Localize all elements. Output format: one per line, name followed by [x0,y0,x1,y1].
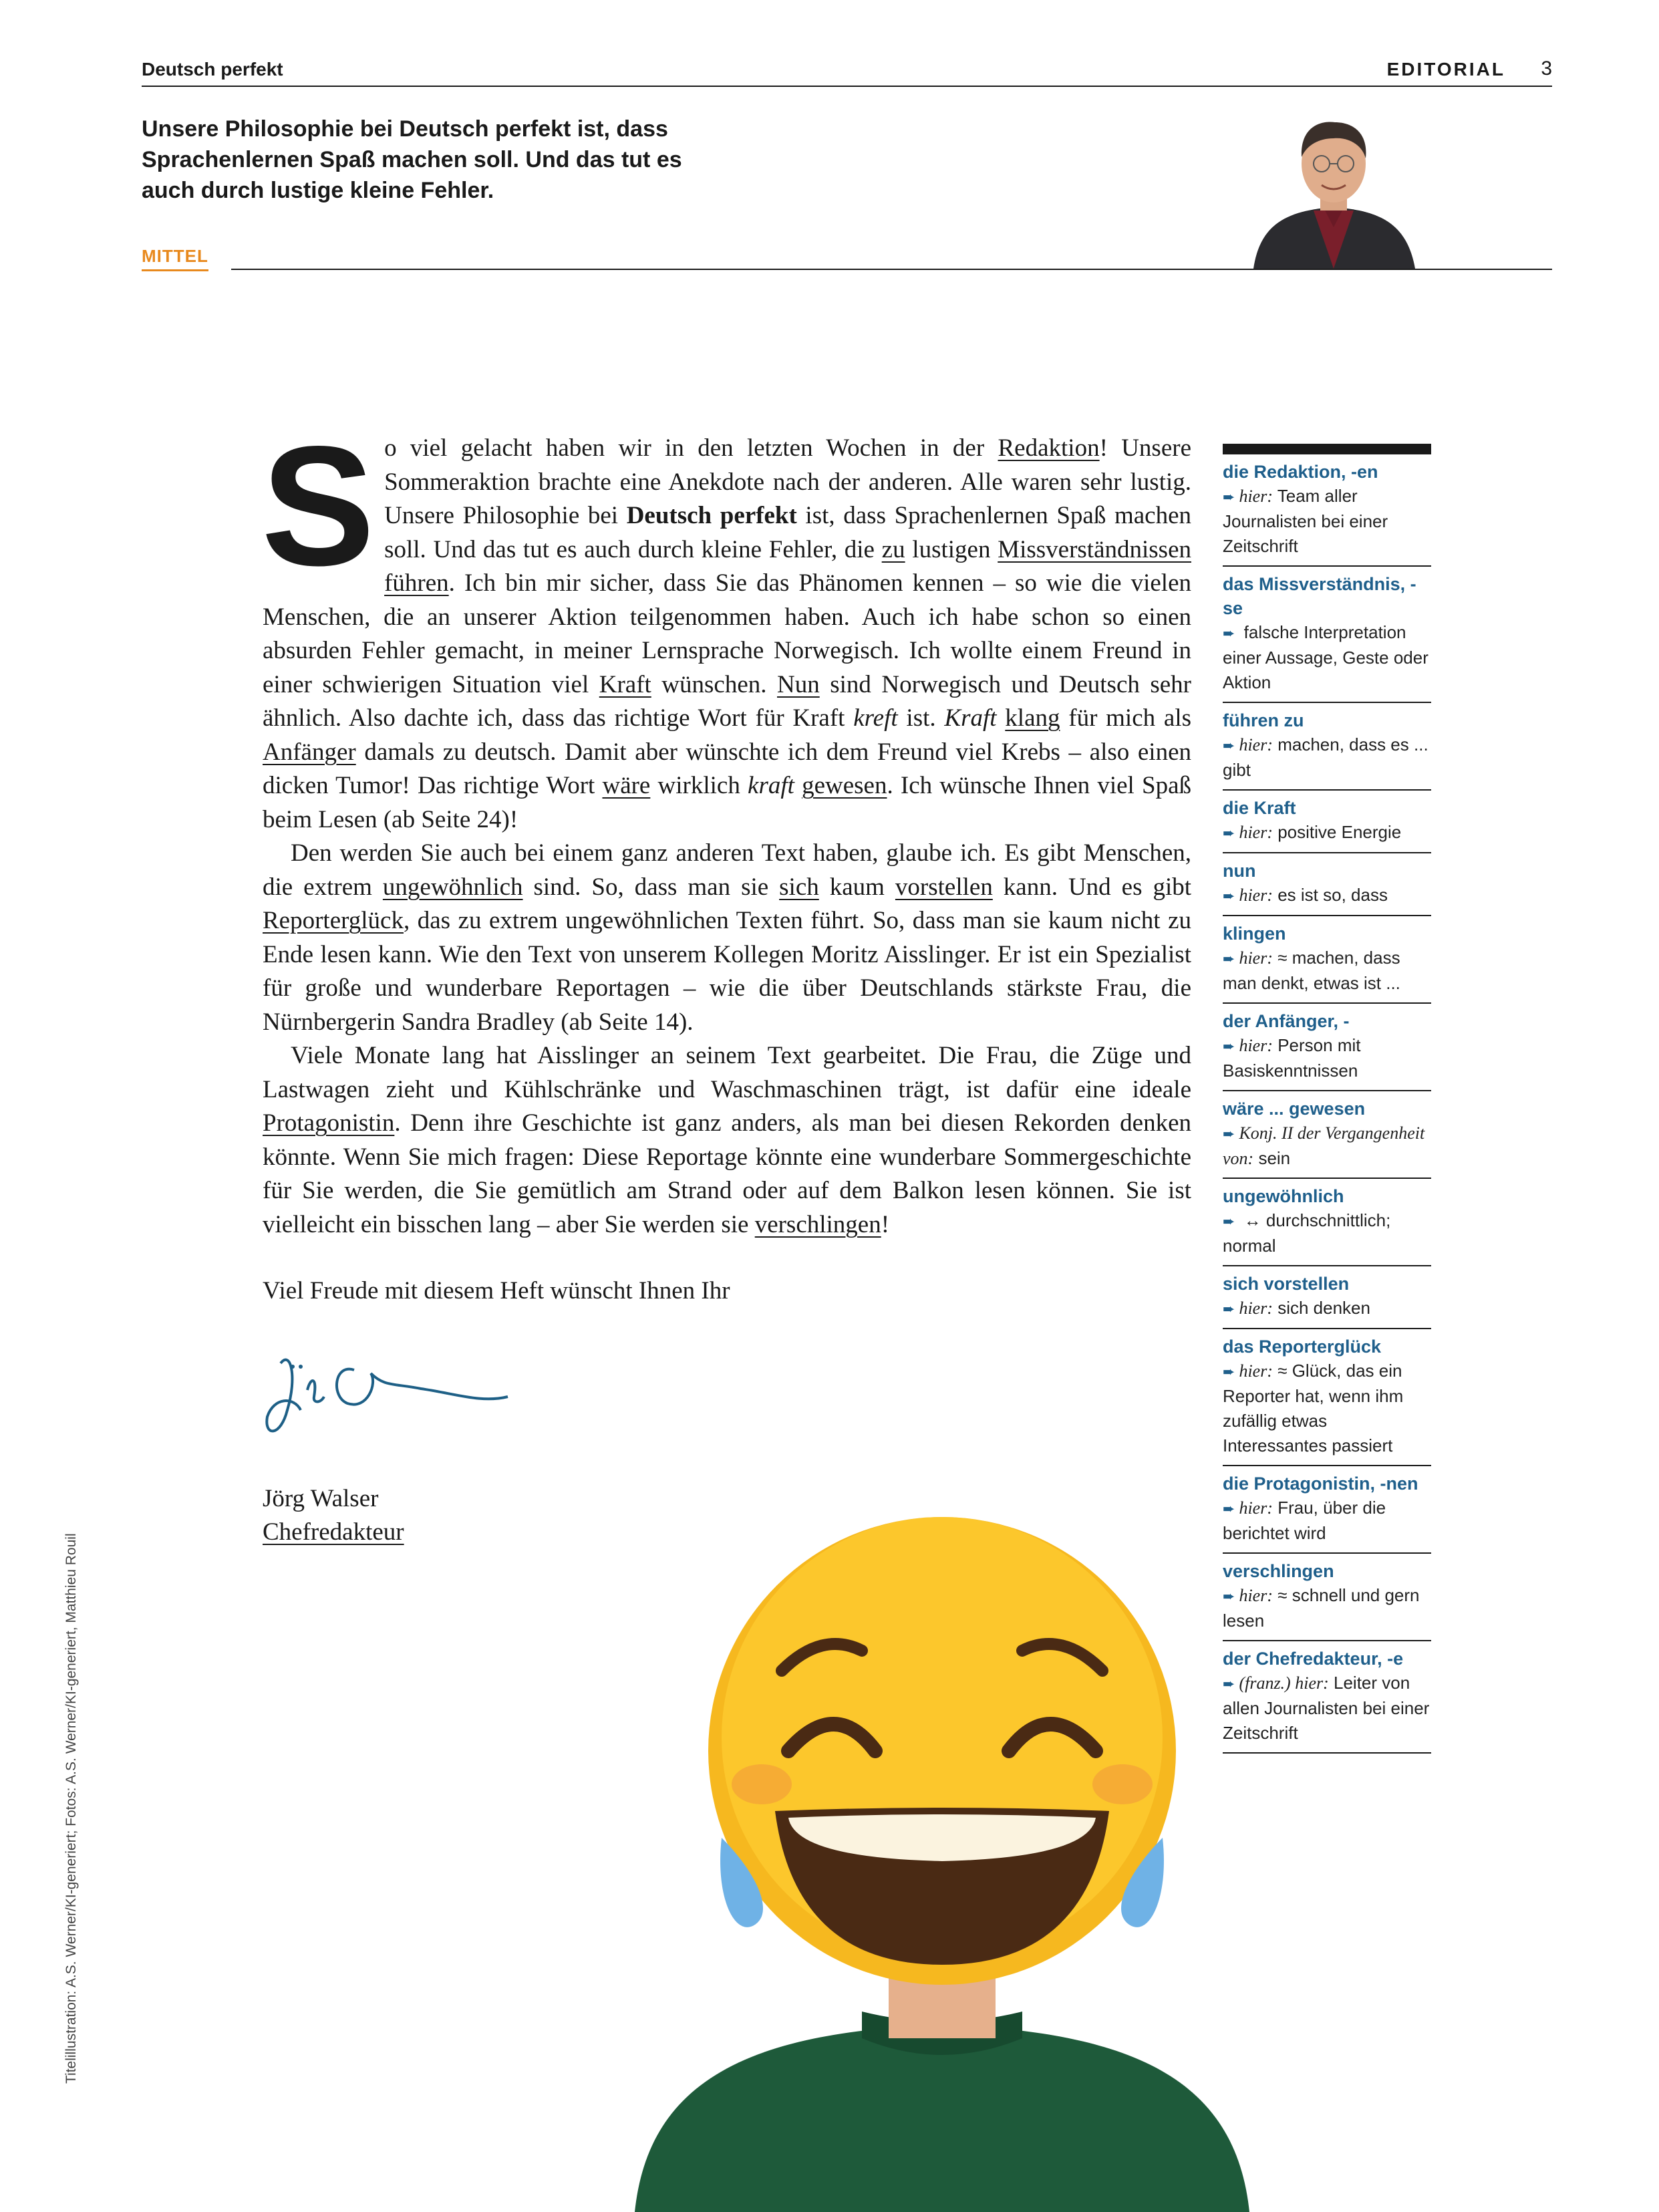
vocab-entry [1223,1266,1431,1329]
closing-line: Viel Freude mit diesem Heft wünscht Ihnen Ihr [263,1277,730,1304]
header-rule [142,86,1552,87]
vocab-meaning: ≈ machen, dass man denkt, etwas ist ... [1223,948,1400,993]
pointer-arrow-icon: ➨ [1223,1125,1235,1142]
vocab-term: klingen [1223,924,1286,944]
pointer-arrow-icon: ➨ [1223,1588,1235,1605]
editorial-body [261,411,1192,1242]
vocab-meaning: Person mit Basiskenntnissen [1223,1035,1361,1081]
paragraph-3: Viele Monate lang hat Aisslinger an seinem Text gearbeitet. Die Frau, die Züge und Lastwagen zieht und Kühlschränke und Waschmaschinen trägt, ist dafür eine ideale Protagonistin. Denn ihre Geschichte ist ganz anders, als man bei diesen Rekorden denken könnte. Wenn Sie mich fragen: Diese Reportage könnte eine wunderbare Sommergeschichte für Sie werden, die Sie gemütlich am Strand oder auf dem Balkon lesen können. Sie ist vielleicht ein bisschen lang – aber Sie werden sie verschlingen! [263,1042,1191,1238]
author-name: Jörg Walser [263,1485,379,1512]
author-title: Chefredakteur [263,1518,404,1546]
vocab-term: die Redaktion, -en [1223,462,1378,482]
vocab-qualifier: (franz.) hier: [1239,1673,1329,1693]
vocab-word: gewesen [802,772,887,799]
vocab-word: wäre [602,772,651,799]
vocab-term: die Kraft [1223,798,1296,818]
vocab-entry [1223,454,1431,567]
vocab-word: Missverständnissen [998,535,1191,563]
author-block [263,1482,404,1549]
vocab-qualifier: hier: [1239,948,1273,968]
vocab-entry [1223,916,1431,1004]
vocab-word: Nun [777,670,820,698]
vocab-meaning: Frau, über die berichtet wird [1223,1498,1386,1543]
vocab-definition [1223,883,1431,908]
vocab-term: nun [1223,861,1256,881]
vocab-meaning: sich denken [1277,1298,1370,1318]
vocab-meaning: ≈ schnell und gern lesen [1223,1585,1420,1631]
vocab-definition [1223,1033,1431,1083]
vocab-meaning: es ist so, dass [1277,885,1388,905]
author-portrait [1247,110,1420,269]
magazine-name: Deutsch perfekt [142,59,283,80]
vocab-qualifier: hier: [1239,1361,1273,1381]
vocab-definition [1223,620,1431,695]
vocab-term: das Missverständnis, -se [1223,574,1416,618]
vocab-qualifier: hier: [1239,735,1273,754]
vocab-word: sich [779,873,819,901]
vocab-meaning: falsche Interpretation einer Aussage, Geste oder Aktion [1223,622,1428,692]
vocab-word: Anfänger [263,738,356,766]
vocab-word: Protagonistin [263,1109,395,1137]
page-number: 3 [1541,57,1552,80]
level-badge: MITTEL [142,246,208,271]
vocab-qualifier: hier: [1239,1298,1273,1318]
vocab-entry [1223,1091,1431,1179]
vocab-meaning: ↔ durchschnittlich; normal [1223,1210,1391,1256]
vocab-term: ungewöhnlich [1223,1186,1344,1206]
vocab-meaning: Team aller Journalisten bei einer Zeitschrift [1223,486,1388,556]
vocab-term: die Protagonistin, -nen [1223,1474,1418,1494]
vocab-definition [1223,484,1431,559]
vocab-definition [1223,946,1431,996]
vocab-word: zu [881,535,905,563]
vocab-definition [1223,1359,1431,1458]
vocab-definition [1223,820,1431,845]
level-rule [231,269,1552,270]
vocab-term: der Chefredakteur, -e [1223,1649,1404,1669]
pointer-arrow-icon: ➨ [1223,825,1235,841]
vocab-meaning: machen, dass es ... gibt [1223,734,1428,780]
vocab-word: klang [1005,704,1060,732]
vocab-qualifier: hier: [1239,1036,1273,1055]
vocab-meaning: Leiter von allen Journalisten bei einer Zeitschrift [1223,1673,1430,1743]
magazine-name-inline: Deutsch perfekt [626,502,797,529]
vocab-word: Redaktion [998,434,1100,462]
pointer-arrow-icon: ➨ [1223,489,1235,505]
vocab-entry [1223,567,1431,703]
photo-credit: Titelillustration: A.S. Werner/KI-generiert; Fotos: A.S. Werner/KI-generiert, Matthieu Rouil [63,1533,79,2084]
pointer-arrow-icon: ➨ [1223,1363,1235,1380]
vocab-term: verschlingen [1223,1561,1334,1581]
drop-cap: S [261,411,375,601]
vocab-term: der Anfänger, - [1223,1011,1350,1031]
pointer-arrow-icon: ➨ [1223,737,1235,754]
vocab-entry [1223,1179,1431,1266]
vocab-term: führen zu [1223,710,1304,730]
vocab-word: vorstellen [895,873,993,901]
section-label: EDITORIAL [1386,59,1505,80]
vocab-entry [1223,1329,1431,1466]
vocab-meaning: sein [1258,1148,1291,1168]
pointer-arrow-icon: ➨ [1223,887,1235,904]
vocab-definition [1223,1121,1431,1171]
vocab-meaning: positive Energie [1277,822,1402,842]
vocab-qualifier: hier: [1239,885,1273,905]
pointer-arrow-icon: ➨ [1223,1300,1235,1317]
vocab-definition [1223,1296,1431,1321]
pointer-arrow-icon: ➨ [1223,1038,1235,1055]
pointer-arrow-icon: ➨ [1223,625,1235,642]
vocab-word: ungewöhnlich [382,873,523,901]
vocab-word: Reporterglück [263,907,404,934]
vocab-term: wäre ... gewesen [1223,1099,1366,1119]
vocab-entry [1223,703,1431,791]
vocab-term: sich vorstellen [1223,1274,1350,1294]
vocab-term: das Reporterglück [1223,1337,1382,1357]
pointer-arrow-icon: ➨ [1223,1675,1235,1692]
vocab-word: führen [384,569,449,597]
pointer-arrow-icon: ➨ [1223,1213,1235,1230]
vocab-qualifier: Konj. II der Vergangenheit von: [1223,1123,1425,1168]
vocab-definition [1223,732,1431,783]
vocab-qualifier: hier: [1239,823,1273,842]
vocab-qualifier: hier: [1239,487,1273,506]
laughing-emoji-illustration [621,1497,1263,2212]
signature [261,1337,514,1450]
vocab-entry [1223,791,1431,853]
paragraph-2: Den werden Sie auch bei einem ganz anderen Text haben, glaube ich. Es gibt Menschen, die extrem ungewöhnlich sind. So, dass man sie sich kaum vorstellen kann. Und es gibt Reporterglück, das zu extrem ungewöhnlichen Texten führt. So, dass man sie kaum nicht zu Ende lesen kann. Wie den Text von unserem Kollegen Moritz Aisslinger. Er ist ein Spezialist für große und wunderbare Reportagen – wie die über Deutschlands stärkste Frau, die Nürnbergerin Sandra Bradley (ab Seite 14). [263,839,1192,1036]
vocab-word: Kraft [599,670,651,698]
vocab-definition [1223,1208,1431,1258]
vocab-entry [1223,853,1431,916]
vocab-word: verschlingen [754,1210,881,1238]
paragraph-1: So viel gelacht haben wir in den letzten Wochen in der Redaktion! Unsere Sommeraktion brachte eine Anekdote nach der anderen. Alle waren sehr lustig. Unsere Philosophie bei Deutsch perfekt ist, dass Sprachenlernen Spaß machen soll. Und das tut es auch durch kleine Fehler, die zu lustigen Missverständnissen führen. Ich bin mir sicher, dass Sie das Phänomen kennen – so wie die vielen Menschen, die an unserer Aktion teilgenommen haben. Auch ich habe schon so einen absurden Fehler gemacht, in meiner Lernsprache Norwegisch. Ich wollte einem Freund in einer schwierigen Situation viel Kraft wünschen. Nun sind Norwegisch und Deutsch sehr ähnlich. Also dachte ich, dass das richtige Wort für Kraft kreft ist. Kraft klang für mich als Anfänger damals zu deutsch. Damit aber wünschte ich dem Freund viel Krebs – also einen dicken Tumor! Das richtige Wort wäre wirklich kraft gewesen. Ich wünsche Ihnen viel Spaß beim Lesen (ab Seite 24)! [261,411,1191,833]
pointer-arrow-icon: ➨ [1223,950,1235,967]
lead-text: Unsere Philosophie bei Deutsch perfekt ist, dass Sprachenlernen Spaß machen soll. Und das tut es auch durch lustige kleine Fehler. [142,116,682,203]
pointer-arrow-icon: ➨ [1223,1500,1235,1517]
vocab-qualifier: hier: [1239,1586,1273,1605]
vocab-meaning: ≈ Glück, das ein Reporter hat, wenn ihm zufällig etwas Interessantes passiert [1223,1361,1404,1456]
vocab-entry [1223,1004,1431,1091]
vocab-qualifier: hier: [1239,1498,1273,1518]
